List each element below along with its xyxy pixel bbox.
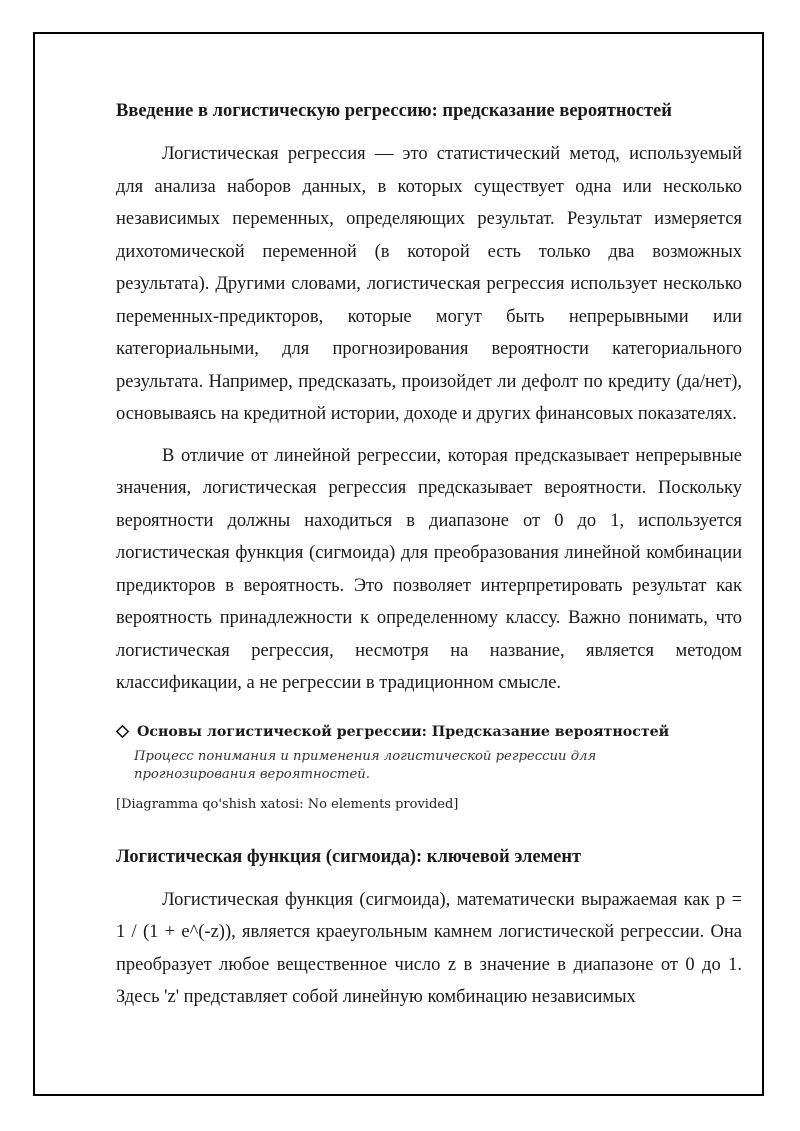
- diagram-title: Основы логистической регрессии: Предсказание вероятностей: [137, 723, 670, 740]
- diagram-title-row: [116, 722, 742, 742]
- paragraph-sigmoid-1: Логистическая функция (сигмоида), математически выражаемая как p = 1 / (1 + e^(-z)), является краеугольным камнем логистической регрессии. Она преобразует любое вещественное число z в значение в диапазоне от 0 до 1. Здесь 'z' представляет собой линейную комбинацию независимых: [116, 889, 742, 1007]
- diamond-icon: [116, 725, 129, 738]
- section-heading-sigmoid: Логистическая функция (сигмоида): ключевой элемент: [116, 846, 582, 867]
- document-content: [116, 98, 742, 1014]
- diagram-block: [116, 722, 742, 814]
- diagram-subtitle: Процесс понимания и применения логистической регрессии для прогнозирования вероятностей.: [134, 748, 597, 782]
- paragraph-intro-2: В отличие от линейной регрессии, которая предсказывает непрерывные значения, логистическая регрессия предсказывает вероятности. Поскольку вероятности должны находиться в диапазоне от 0 до 1, используется логистическая функция (сигмоида) для преобразования линейной комбинации предикторов в вероятность. Это позволяет интерпретировать результат как вероятность принадлежности к определенному классу. Важно понимать, что логистическая регрессия, несмотря на название, является методом классификации, а не регрессии в традиционном смысле.: [116, 445, 742, 693]
- paragraph-intro-1: Логистическая регрессия — это статистический метод, используемый для анализа наборов данных, в которых существует одна или несколько независимых переменных, определяющих результат. Результат измеряется дихотомической переменной (в которой есть только два возможных результата). Другими словами, логистическая регрессия использует несколько переменных-предикторов, которые могут быть непрерывными или категориальными, для прогнозирования вероятности категориального результата. Например, предсказать, произойдет ли дефолт по кредиту (да/нет), основываясь на кредитной истории, доходе и других финансовых показателях.: [116, 144, 742, 424]
- diagram-error-message: [Diagramma qo'shish xatosi: No elements provided]: [116, 796, 459, 812]
- section-heading-intro: Введение в логистическую регрессию: предсказание вероятностей: [116, 101, 672, 121]
